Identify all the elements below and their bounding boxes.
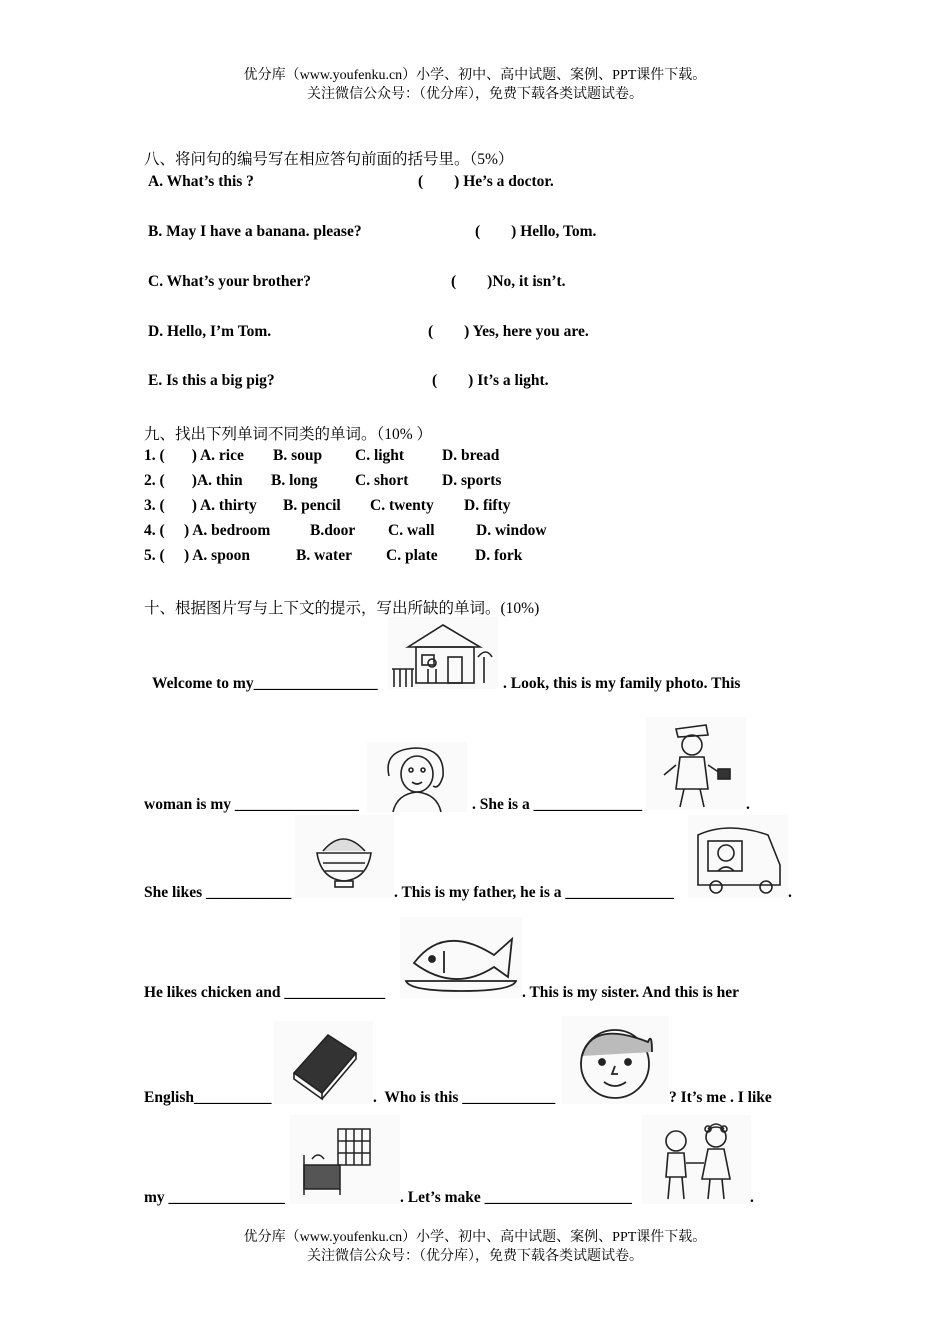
section-10-title: 十、根据图片写与上下文的提示，写出所缺的单词。(10%) — [144, 600, 540, 617]
footer-line-2: 关注微信公众号：（优分库），免费下载各类试题试卷。 — [307, 1249, 643, 1264]
s10-line6-a: my _______________ — [144, 1189, 285, 1206]
s10-line4-a: He likes chicken and _____________ — [144, 984, 386, 1001]
row-3-stem: 3. ( ) A. thirty — [144, 497, 257, 514]
header-line-2: 关注微信公众号：（优分库），免费下载各类试题试卷。 — [307, 87, 643, 102]
row-2-d: D. sports — [442, 472, 502, 489]
s10-line6-c: . — [750, 1189, 754, 1206]
s10-line3-a: She likes ___________ — [144, 884, 292, 901]
row-1-d: D. bread — [442, 447, 500, 464]
doctor-picture — [646, 717, 746, 810]
s10-line3-c: . — [788, 884, 792, 901]
s10-line2-c: . — [746, 796, 750, 813]
mother-picture — [367, 742, 467, 812]
row-5-c: C. plate — [386, 547, 438, 564]
row-4-stem: 4. ( ) A. bedroom — [144, 522, 271, 539]
s10-line4-b: . This is my sister. And this is her — [522, 984, 740, 1001]
answer-4: ( ) Yes, here you are. — [428, 323, 589, 340]
s10-line1-b: . Look, this is my family photo. This — [503, 675, 741, 692]
row-1-c: C. light — [355, 447, 405, 464]
question-d: D. Hello, I’m Tom. — [148, 323, 272, 340]
answer-5: ( ) It’s a light. — [432, 372, 549, 389]
question-c: C. What’s your brother? — [148, 273, 312, 290]
row-4-c: C. wall — [388, 522, 435, 539]
boy-face-picture — [562, 1016, 669, 1104]
s10-line5-a: English__________ — [144, 1089, 272, 1106]
house-picture — [388, 617, 498, 689]
row-3-b: B. pencil — [283, 497, 341, 514]
row-1-b: B. soup — [273, 447, 323, 464]
header-line-1: 优分库（www.youfenku.cn）小学、初中、高中试题、案例、PPT课件下载。 — [243, 68, 707, 83]
row-4-d: D. window — [476, 522, 547, 539]
s10-line1-a: Welcome to my________________ — [152, 675, 378, 692]
question-a: A. What’s this ? — [148, 173, 254, 190]
s10-line2-a: woman is my ________________ — [144, 796, 359, 813]
room-picture — [290, 1115, 400, 1204]
answer-3: ( )No, it isn’t. — [451, 273, 566, 290]
row-3-c: C. twenty — [370, 497, 434, 514]
row-5-stem: 5. ( ) A. spoon — [144, 547, 250, 564]
row-2-b: B. long — [271, 472, 318, 489]
row-1-stem: 1. ( ) A. rice — [144, 447, 244, 464]
row-5-b: B. water — [296, 547, 352, 564]
s10-line5-c: ? It’s me . I like — [669, 1089, 772, 1106]
book-picture — [274, 1021, 373, 1104]
answer-1: ( ) He’s a doctor. — [418, 173, 554, 190]
friends-picture — [642, 1115, 751, 1204]
question-b: B. May I have a banana. please? — [148, 223, 362, 240]
s10-line3-b: . This is my father, he is a ______________ — [394, 884, 674, 901]
s10-line5-b: . Who is this ____________ — [373, 1089, 556, 1106]
s10-line2-b: . She is a ______________ — [472, 796, 643, 813]
driver-picture — [688, 815, 788, 898]
rice-bowl-picture — [295, 815, 394, 898]
answer-2: ( ) Hello, Tom. — [475, 223, 597, 240]
row-2-stem: 2. ( )A. thin — [144, 472, 243, 489]
s10-line6-b: . Let’s make ___________________ — [400, 1189, 632, 1206]
row-2-c: C. short — [355, 472, 409, 489]
row-3-d: D. fifty — [464, 497, 511, 514]
section-9-title: 九、找出下列单词不同类的单词。（10% ） — [144, 426, 433, 443]
question-e: E. Is this a big pig? — [148, 372, 275, 389]
fish-picture — [400, 917, 522, 998]
section-8-title: 八、将问句的编号写在相应答句前面的括号里。（5%） — [144, 151, 514, 168]
footer-line-1: 优分库（www.youfenku.cn）小学、初中、高中试题、案例、PPT课件下载。 — [243, 1230, 707, 1245]
row-5-d: D. fork — [475, 547, 523, 564]
row-4-b: B.door — [310, 522, 356, 539]
